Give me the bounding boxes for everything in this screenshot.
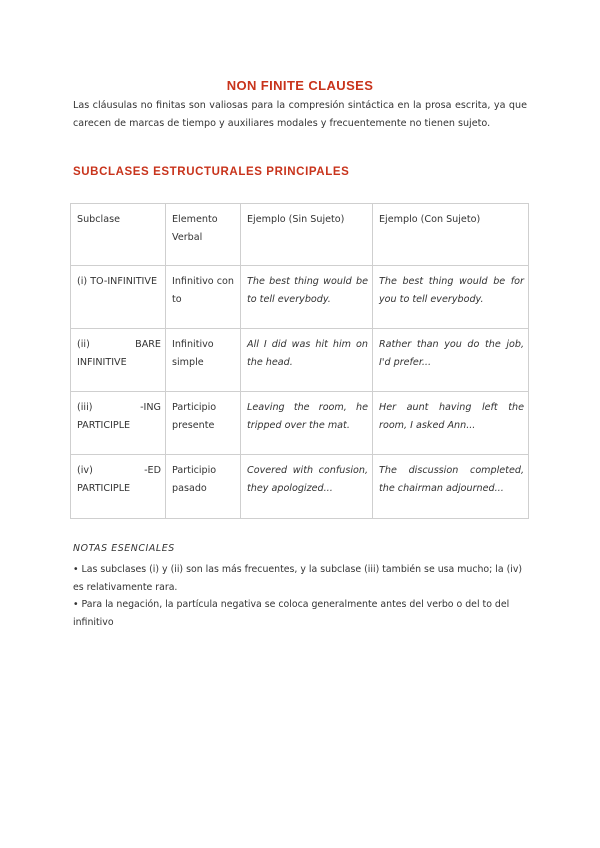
section-heading: SUBCLASES ESTRUCTURALES PRINCIPALES: [73, 166, 350, 178]
notes-list: [73, 561, 529, 631]
table-header-row: [71, 204, 529, 266]
verbal-element-cell: Participio pasado: [166, 455, 241, 519]
example-with-subject-cell: Her aunt having left the room, I asked Ann...: [373, 392, 529, 455]
example-no-subject-cell: All I did was hit him on the head.: [241, 329, 373, 392]
verbal-element-cell: Participio presente: [166, 392, 241, 455]
example-no-subject-cell: The best thing would be to tell everybody.: [241, 266, 373, 329]
note-item: • Para la negación, la partícula negativa se coloca generalmente antes del verbo o del to del infinitivo: [73, 599, 510, 628]
verbal-element-cell: Infinitivo simple: [166, 329, 241, 392]
subclasses-table: [70, 203, 529, 519]
example-no-subject-cell: Leaving the room, he tripped over the mat.: [241, 392, 373, 455]
table-header-cell: Ejemplo (Sin Sujeto): [241, 204, 373, 266]
intro-paragraph: Las cláusulas no finitas son valiosas para la compresión sintáctica en la prosa escrita, ya que carecen de marcas de tiempo y auxiliares modales y frecuentemente no tienen sujeto.: [73, 100, 527, 129]
table-row: [71, 329, 529, 392]
example-no-subject-cell: Covered with confusion, they apologized...: [241, 455, 373, 519]
verbal-element-cell: Infinitivo con to: [166, 266, 241, 329]
example-with-subject-cell: Rather than you do the job, I'd prefer...: [373, 329, 529, 392]
subclass-cell: (iii) -ING PARTICIPLE: [71, 392, 166, 455]
page-title: NON FINITE CLAUSES: [226, 78, 374, 93]
example-with-subject-cell: The best thing would be for you to tell everybody.: [373, 266, 529, 329]
table-header-cell: Ejemplo (Con Sujeto): [373, 204, 529, 266]
notes-heading: NOTAS ESENCIALES: [73, 543, 175, 554]
example-with-subject-cell: The discussion completed, the chairman adjourned...: [373, 455, 529, 519]
subclass-cell: (i) TO-INFINITIVE: [71, 266, 166, 329]
table-row: [71, 455, 529, 519]
table-header-cell: Subclase: [71, 204, 166, 266]
table-header-cell: Elemento Verbal: [166, 204, 241, 266]
subclass-cell: (ii) BARE INFINITIVE: [71, 329, 166, 392]
table-row: [71, 266, 529, 329]
table-row: [71, 392, 529, 455]
note-item: • Las subclases (i) y (ii) son las más frecuentes, y la subclase (iii) también se usa mucho; la (iv) es relativamente rara.: [73, 564, 523, 593]
subclass-cell: (iv) -ED PARTICIPLE: [71, 455, 166, 519]
